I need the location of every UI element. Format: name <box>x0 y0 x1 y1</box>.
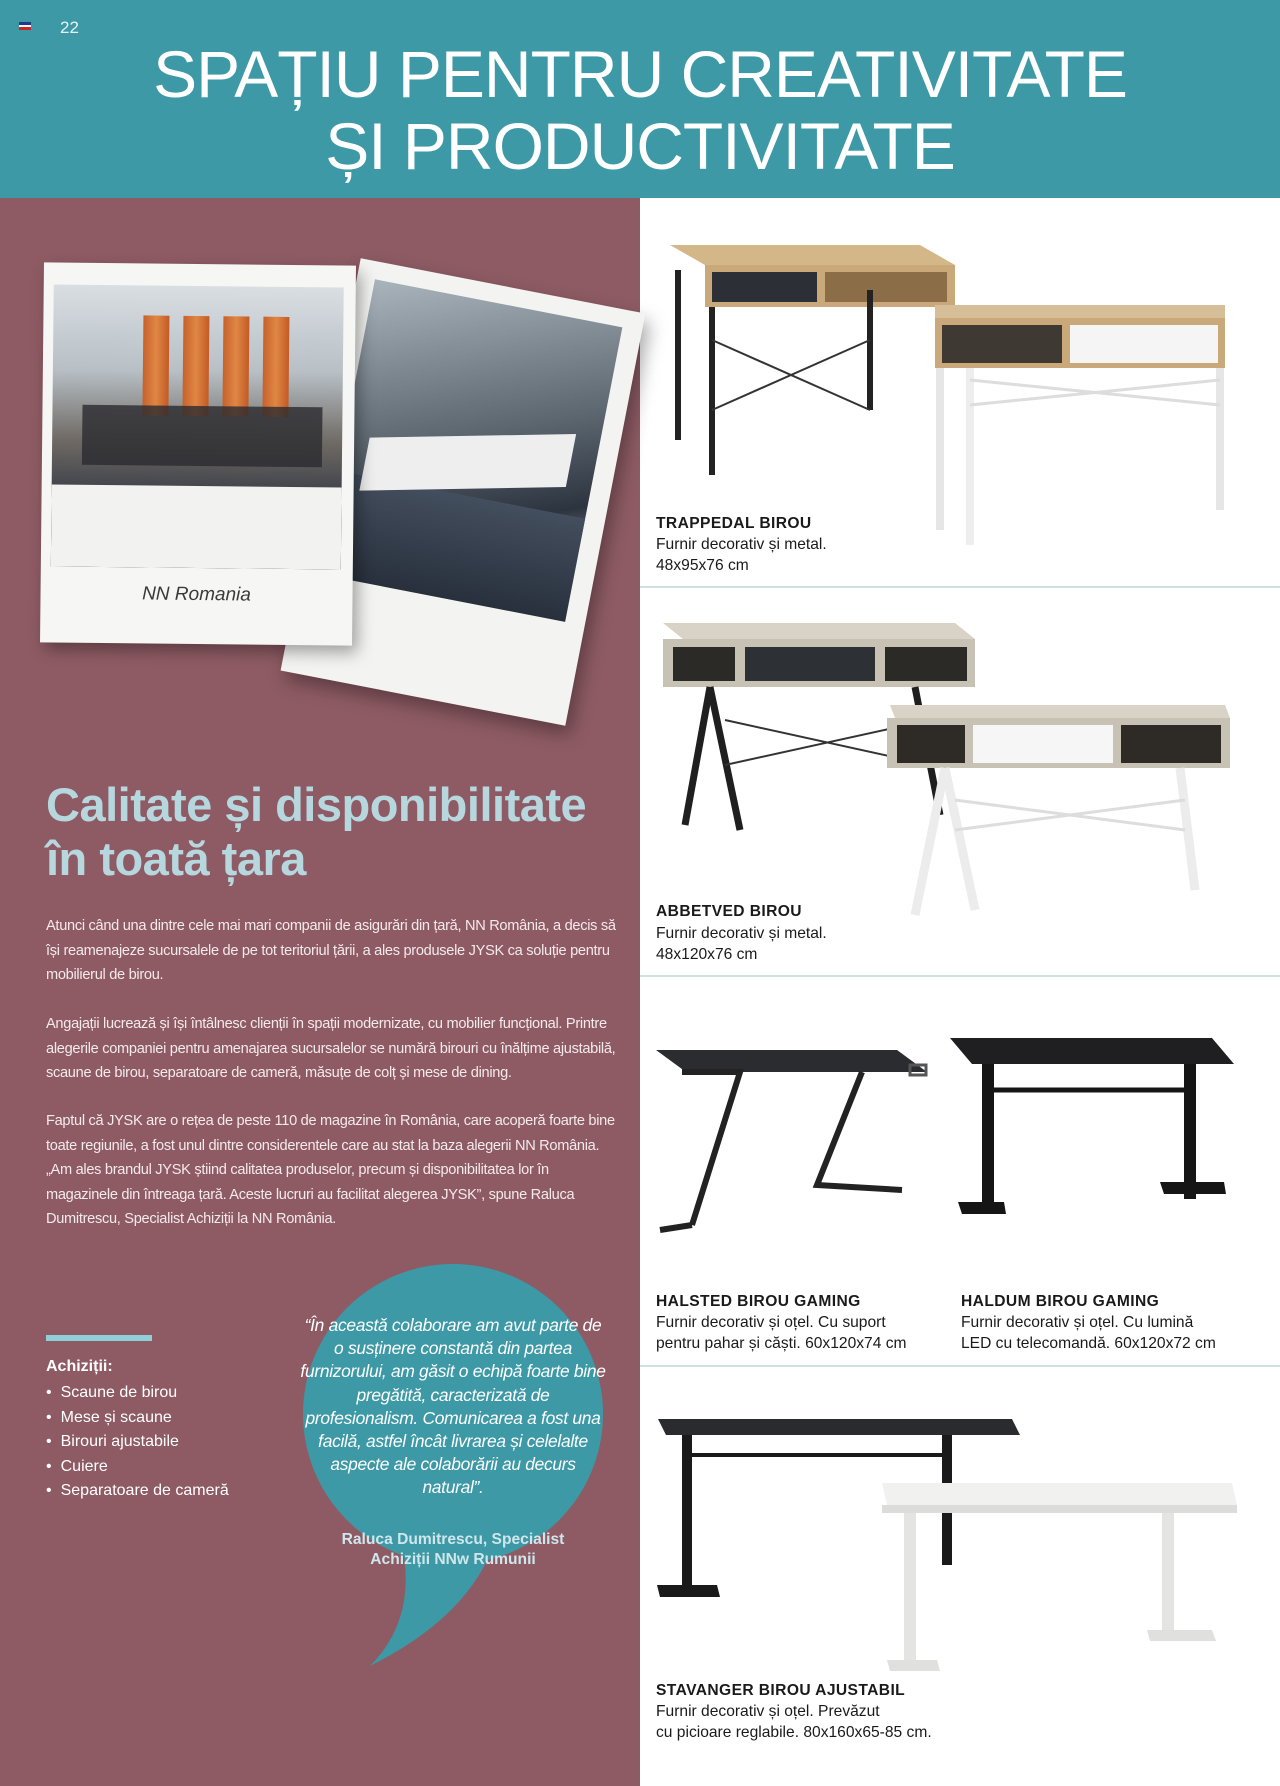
product-desc-line-2: 48x95x76 cm <box>656 556 749 574</box>
page-number: 22 <box>60 18 79 37</box>
product-description <box>656 535 827 576</box>
product-name: HALDUM BIROU GAMING <box>961 1293 1160 1310</box>
product-description <box>656 1702 932 1743</box>
office-image-back <box>318 279 623 622</box>
article-paragraph-1: Atunci când una dintre cele mai mari companii de asigurări din țară, NN România, a decis să își reamenajeze sucursalele de pe tot teritoriul țării, a ales produsele JYSK ca soluție pentru mobilierul de birou. <box>46 918 616 983</box>
list-item: • Separatoare de cameră <box>46 1479 229 1504</box>
gaming-desks-image <box>652 1030 1252 1250</box>
product-desc-line-1: Furnir decorativ și oțel. Cu suport <box>656 1314 886 1331</box>
article-heading <box>46 778 626 886</box>
abbetved-desk-image <box>655 615 1245 945</box>
product-description <box>656 1313 907 1354</box>
article-paragraph-3: Faptul că JYSK are o rețea de peste 110 de magazine în România, care acoperă foarte bine toate regiunile, a fost unul dintre considerentele care au stat la baza alegerii NN România. „Am ales brandul JYSK știind calitatea produselor, precum și disponibilitatea lor în magazinele din întreaga țară. Aceste lucruri au facilitat alegerea JYSK”, spune Raluca Dumitrescu, Specialist Achiziții la NN România. <box>46 1113 615 1227</box>
article-heading-line-1: Calitate și disponibilitate <box>46 778 587 831</box>
list-item: • Scaune de birou <box>46 1381 229 1406</box>
product-desc-line-1: Furnir decorativ și metal. <box>656 536 827 553</box>
title-line-2: ȘI PRODUCTIVITATE <box>325 109 955 183</box>
product-divider <box>640 586 1280 588</box>
product-name: TRAPPEDAL BIROU <box>656 515 812 532</box>
product-desc-line-1: Furnir decorativ și oțel. Cu lumină <box>961 1314 1194 1331</box>
list-item: • Cuiere <box>46 1455 229 1480</box>
list-item: • Birouri ajustabile <box>46 1430 229 1455</box>
romania-flag-icon <box>19 22 31 30</box>
office-photo-front <box>40 262 356 645</box>
product-desc-line-2: 48x120x76 cm <box>656 945 758 963</box>
acquisitions-title: Achiziții: <box>46 1358 113 1375</box>
product-divider <box>640 1365 1280 1367</box>
list-item: • Mese și scaune <box>46 1406 229 1431</box>
page-title <box>0 38 1280 182</box>
trappedal-desk-image <box>660 230 1240 550</box>
stavanger-desk-image <box>652 1405 1252 1695</box>
acquisitions-divider <box>46 1335 152 1341</box>
product-desc-line-2: pentru pahar și căști. 60x120x74 cm <box>656 1334 907 1352</box>
page-header <box>0 0 1280 198</box>
product-desc-line-1: Furnir decorativ și metal. <box>656 925 827 942</box>
office-image-front <box>51 284 344 569</box>
product-desc-line-1: Furnir decorativ și oțel. Prevăzut <box>656 1703 880 1720</box>
article-heading-line-2: în toată țara <box>46 832 306 885</box>
product-description <box>656 924 827 965</box>
product-name: HALSTED BIROU GAMING <box>656 1293 861 1310</box>
product-desc-line-2: cu picioare reglabile. 80x160x65-85 cm. <box>656 1723 932 1741</box>
quote-text: “În această colaborare am avut parte de o susținere constantă din partea furnizorului, am găsit o echipă foarte bine pregătită, caracterizată de profesionalism. Comunicarea a fost una facilă, astfel încât livrarea și celelalte aspecte ale colaborării au decurs natural”. <box>300 1315 606 1498</box>
acquisitions-list <box>46 1381 229 1504</box>
product-name: STAVANGER BIROU AJUSTABIL <box>656 1682 906 1699</box>
photo-caption: NN Romania <box>142 583 252 606</box>
product-name: ABBETVED BIROU <box>656 903 802 920</box>
quote-author: Raluca Dumitrescu, Specialist Achiziții NNw Rumunii <box>341 1531 565 1568</box>
product-desc-line-2: LED cu telecomandă. 60x120x72 cm <box>961 1334 1216 1352</box>
product-description <box>961 1313 1216 1354</box>
article-paragraph-2: Angajații lucrează și își întâlnesc clienții în spații modernizate, cu mobilier funcțional. Printre alegerile companiei pentru amenajarea sucursalelor se numără birouri cu înălțime ajustabilă, scaune de birou, separatoare de cameră, măsuțe de colț și mese de dining. <box>46 1016 616 1081</box>
title-line-1: SPAȚIU PENTRU CREATIVITATE <box>153 37 1127 111</box>
product-divider <box>640 975 1280 977</box>
